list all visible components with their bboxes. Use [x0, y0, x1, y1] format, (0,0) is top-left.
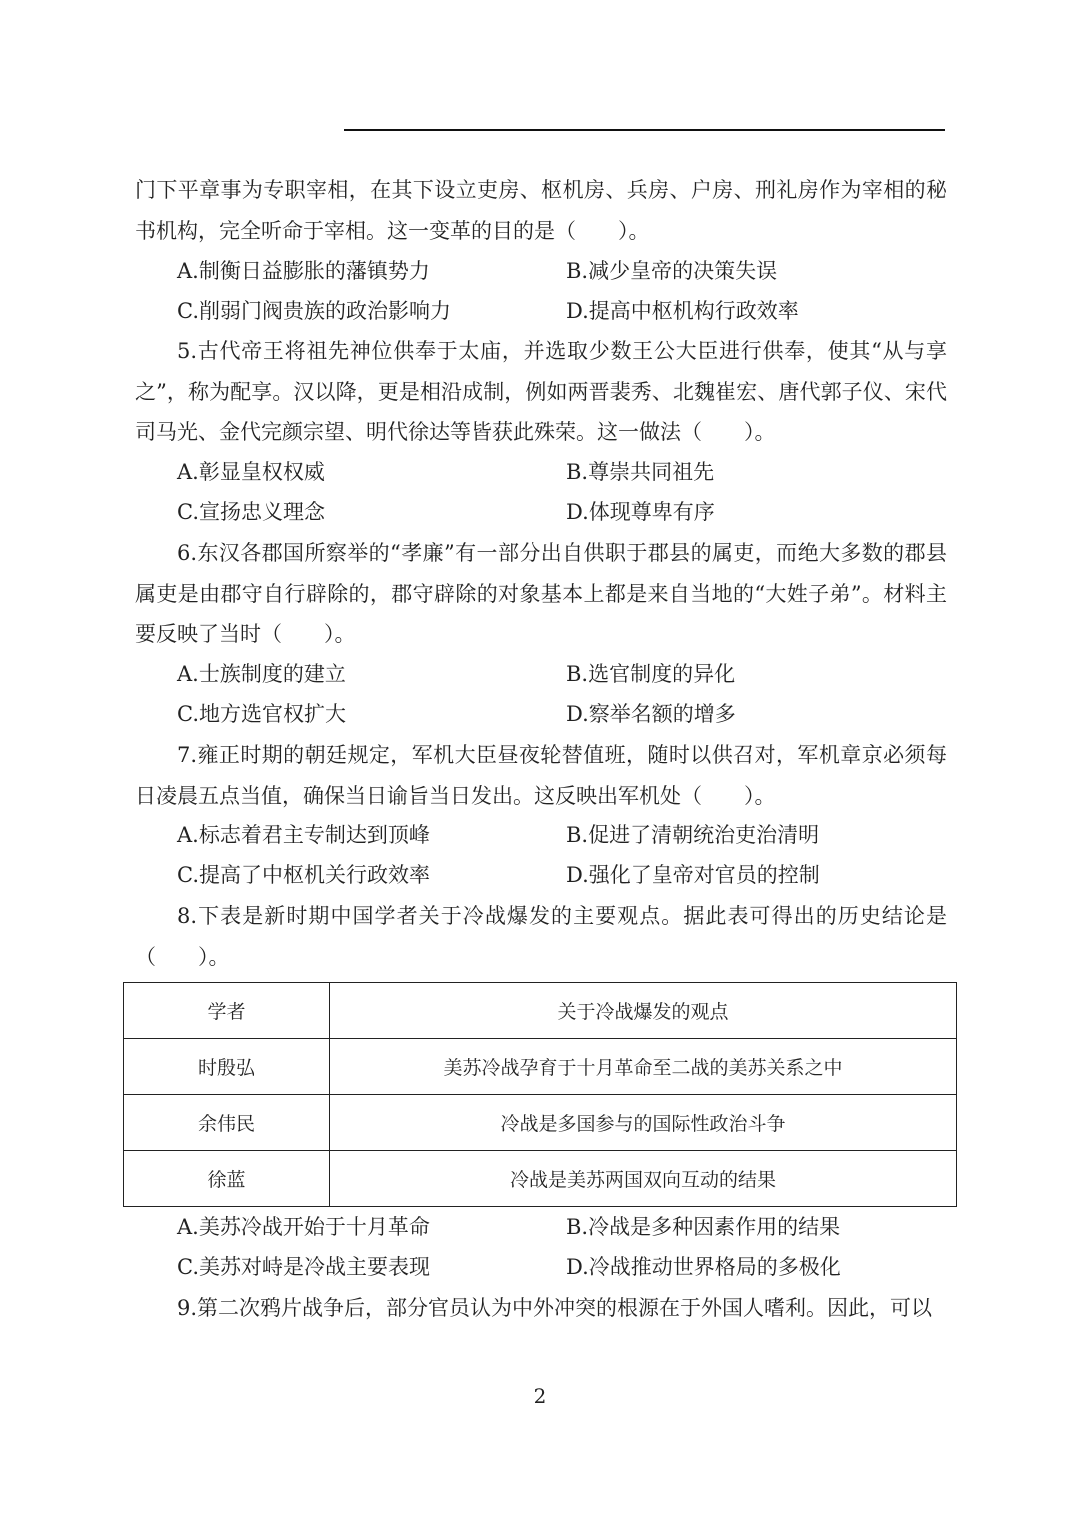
q7-option-d: D.强化了皇帝对官员的控制 [566, 863, 820, 887]
q4-option-b: B.减少皇帝的决策失误 [566, 259, 778, 283]
header-rule [344, 129, 945, 131]
q8-option-b: B.冷战是多种因素作用的结果 [566, 1215, 841, 1239]
q4-option-d: D.提高中枢机构行政效率 [566, 299, 799, 323]
table-header-scholar: 学者 [124, 983, 330, 1039]
q7-option-a: A.标志着君主专制达到顶峰 [177, 823, 430, 847]
q6-option-b: B.选官制度的异化 [566, 662, 736, 686]
q6-stem: 6.东汉各郡国所察举的“孝廉”有一部分出自供职于郡县的属吏，而绝大多数的郡县属吏是由郡守自行辟除的，郡守辟除的对象基本上都是来自当地的“大姓子弟”。材料主要反映了当时（ ）。 [135, 541, 947, 646]
table-header-viewpoint: 关于冷战爆发的观点 [330, 983, 957, 1039]
q8-stem: 8.下表是新时期中国学者关于冷战爆发的主要观点。据此表可得出的历史结论是（ ）。 [135, 904, 947, 969]
table-cell-scholar: 余伟民 [124, 1095, 330, 1151]
q6-option-a: A.士族制度的建立 [177, 662, 346, 686]
table-cell-scholar: 时殷弘 [124, 1039, 330, 1095]
q7-option-b: B.促进了清朝统治吏治清明 [566, 823, 820, 847]
q9-stem: 9.第二次鸦片战争后，部分官员认为中外冲突的根源在于外国人嗜利。因此，可以 [177, 1296, 933, 1320]
table-cell-viewpoint: 冷战是多国参与的国际性政治斗争 [330, 1095, 957, 1151]
q4-stem: 门下平章事为专职宰相，在其下设立吏房、枢机房、兵房、户房、刑礼房作为宰相的秘书机构，完全听命于宰相。这一变革的目的是（ ）。 [135, 178, 947, 243]
scholars-table [123, 982, 957, 1207]
q8-option-c: C.美苏对峙是冷战主要表现 [177, 1255, 430, 1279]
table-row [124, 1095, 957, 1151]
table-cell-viewpoint: 美苏冷战孕育于十月革命至二战的美苏关系之中 [330, 1039, 957, 1095]
q5-option-a: A.彰显皇权权威 [177, 460, 325, 484]
q5-option-b: B.尊崇共同祖先 [566, 460, 715, 484]
q5-option-c: C.宣扬忠义理念 [177, 500, 325, 524]
q4-option-a: A.制衡日益膨胀的藩镇势力 [177, 259, 430, 283]
table-row [124, 1039, 957, 1095]
table-cell-viewpoint: 冷战是美苏两国双向互动的结果 [330, 1151, 957, 1207]
q4-option-c: C.削弱门阀贵族的政治影响力 [177, 299, 451, 323]
q6-option-c: C.地方选官权扩大 [177, 702, 346, 726]
q7-stem: 7.雍正时期的朝廷规定，军机大臣昼夜轮替值班，随时以供召对，军机章京必须每日凌晨五点当值，确保当日谕旨当日发出。这反映出军机处（ ）。 [135, 743, 947, 808]
q5-stem: 5.古代帝王将祖先神位供奉于太庙，并选取少数王公大臣进行供奉，使其“从与享之”，称为配享。汉以降，更是相沿成制，例如两晋裴秀、北魏崔宏、唐代郭子仪、宋代司马光、金代完颜宗望、明代徐达等皆获此殊荣。这一做法（ ）。 [135, 339, 947, 444]
q6-option-d: D.察举名额的增多 [566, 702, 736, 726]
table-row [124, 1151, 957, 1207]
q8-option-d: D.冷战推动世界格局的多极化 [566, 1255, 841, 1279]
q7-option-c: C.提高了中枢机关行政效率 [177, 863, 430, 887]
table-header-row [124, 983, 957, 1039]
q8-option-a: A.美苏冷战开始于十月革命 [177, 1215, 430, 1239]
page-number: 2 [533, 1384, 547, 1408]
q5-option-d: D.体现尊卑有序 [566, 500, 715, 524]
table-cell-scholar: 徐蓝 [124, 1151, 330, 1207]
